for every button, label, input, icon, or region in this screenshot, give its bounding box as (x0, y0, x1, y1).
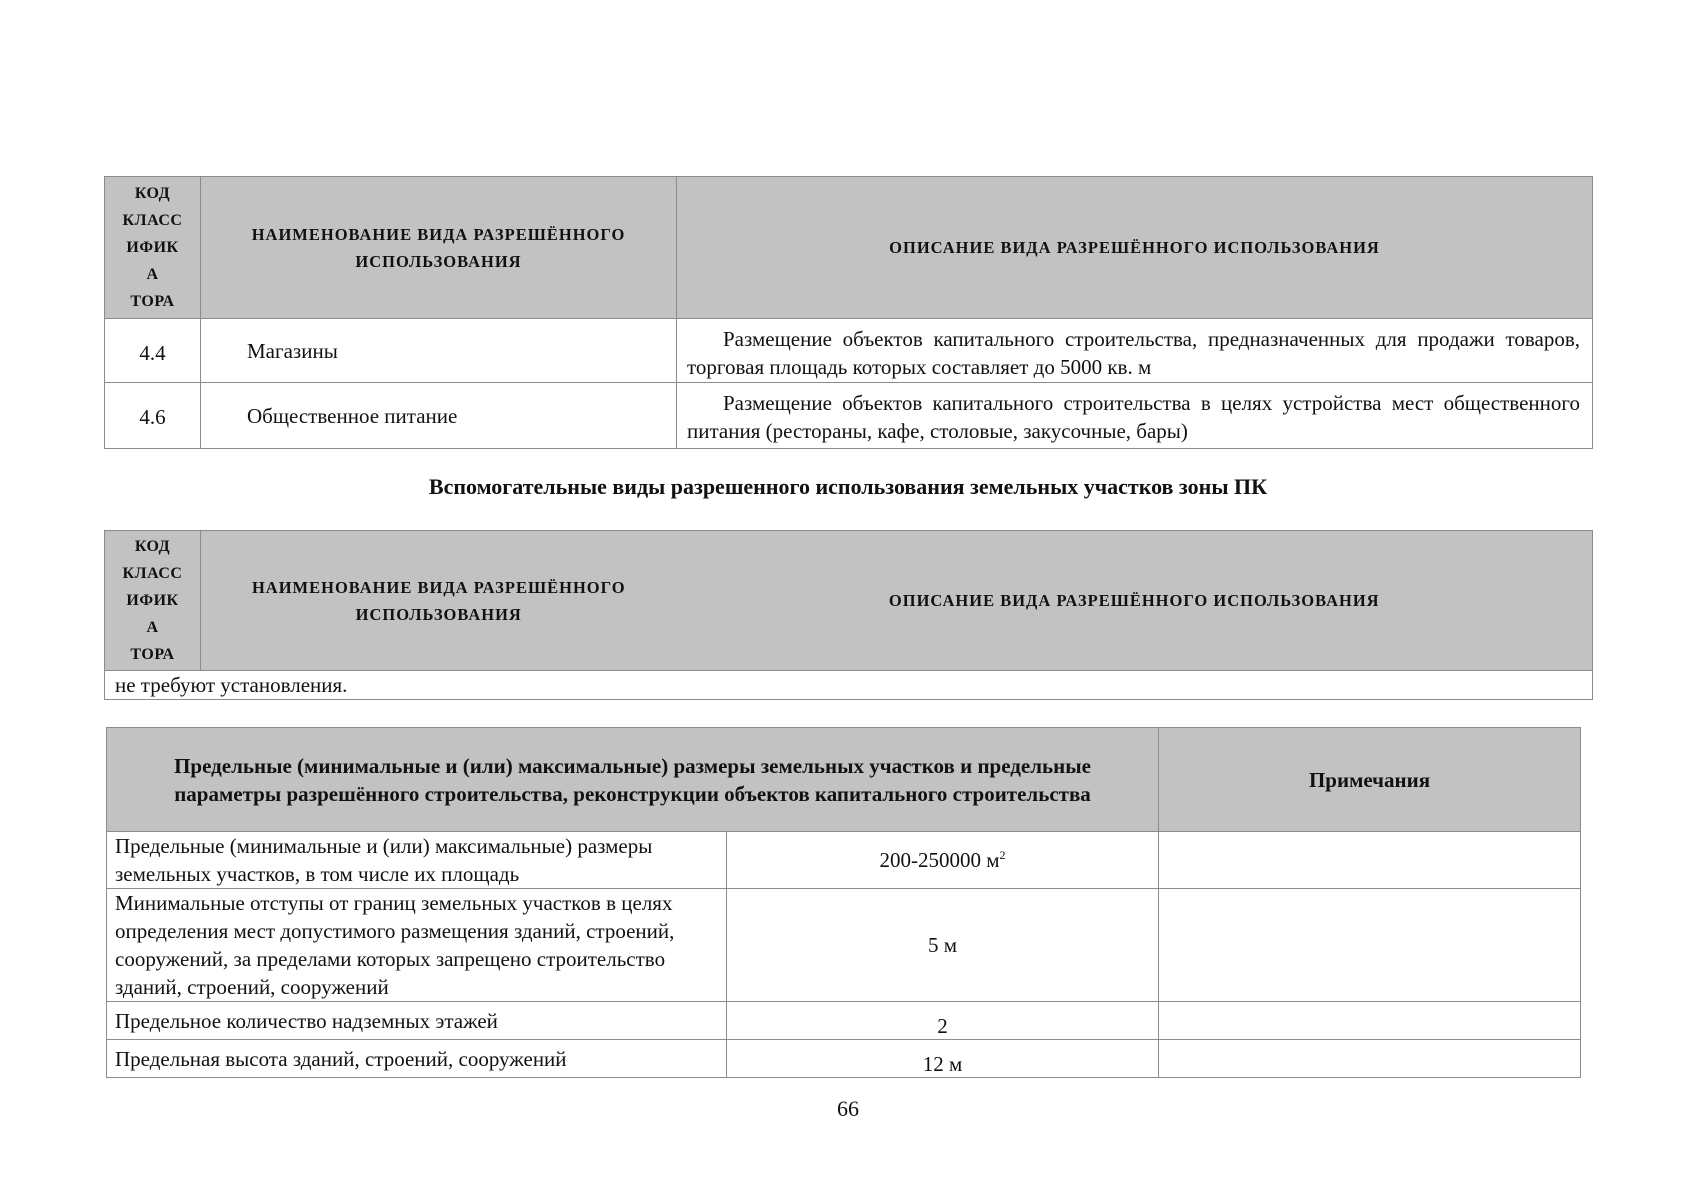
value-superscript: 2 (999, 847, 1006, 862)
table-row (105, 671, 1593, 700)
value-cell: 12 м (727, 1040, 1159, 1078)
page-number: 66 (837, 1096, 859, 1121)
header-line: ИСПОЛЬЗОВАНИЯ (355, 604, 522, 624)
value-cell (727, 832, 1159, 889)
section-heading: Вспомогательные виды разрешенного использования земельных участков зоны ПК (428, 474, 1268, 499)
note-cell (1159, 1040, 1581, 1078)
parameter-cell: Предельная высота зданий, строений, сооружений (107, 1040, 727, 1078)
header-line: ИСПОЛЬЗОВАНИЯ (355, 251, 522, 271)
table-header-row (107, 728, 1581, 832)
table-row (107, 1040, 1581, 1078)
code-column-header (105, 531, 201, 671)
header-line: ИФИК (126, 239, 179, 256)
name-column-header (201, 177, 677, 319)
parameters-column-header: Предельные (минимальные и (или) максимальные) размеры земельных участков и предельные параметры разрешённого строительства, реконструкции объектов капитального строительства (107, 728, 1159, 832)
header-line: А (146, 619, 159, 636)
description-cell: Размещение объектов капитального строительства, предназначенных для продажи товаров, торговая площадь которых составляет до 5000 кв. м (677, 319, 1593, 383)
code-column-header (105, 177, 201, 319)
table-header-row (105, 531, 1593, 671)
note-cell: не требуют установления. (105, 671, 1593, 700)
table-header-row (105, 177, 1593, 319)
table-row (105, 319, 1593, 383)
note-cell (1159, 832, 1581, 889)
header-line: КЛАСС (122, 565, 183, 582)
table-row (107, 889, 1581, 1002)
parameter-cell: Минимальные отступы от границ земельных участков в целях определения мест допустимого размещения зданий, строений, сооружений, за пределами которых запрещено строительство зданий, строений, сооружений (107, 889, 727, 1002)
table-row (107, 1002, 1581, 1040)
header-line: НАИМЕНОВАНИЕ ВИДА РАЗРЕШЁННОГО (251, 224, 626, 244)
header-line: КОД (134, 185, 171, 202)
name-column-header (201, 531, 677, 671)
auxiliary-uses-table (104, 530, 1593, 700)
name-cell: Магазины (201, 319, 677, 383)
note-cell (1159, 889, 1581, 1002)
main-uses-table (104, 176, 1593, 449)
value-cell: 2 (727, 1002, 1159, 1040)
description-cell: Размещение объектов капитального строительства в целях устройства мест общественного питания (рестораны, кафе, столовые, закусочные, бары) (677, 383, 1593, 449)
notes-column-header: Примечания (1159, 728, 1581, 832)
header-line: А (146, 266, 159, 283)
parameter-cell: Предельное количество надземных этажей (107, 1002, 727, 1040)
header-line: НАИМЕНОВАНИЕ ВИДА РАЗРЕШЁННОГО (251, 577, 626, 597)
header-line: ТОРА (130, 646, 175, 663)
code-cell: 4.6 (105, 383, 201, 449)
note-cell (1159, 1002, 1581, 1040)
name-cell: Общественное питание (201, 383, 677, 449)
value-cell: 5 м (727, 889, 1159, 1002)
header-line: ТОРА (130, 293, 175, 310)
header-line: КОД (134, 538, 171, 555)
header-line: КЛАСС (122, 212, 183, 229)
parameters-table (106, 727, 1581, 1078)
parameter-cell: Предельные (минимальные и (или) максимальные) размеры земельных участков, в том числе их площадь (107, 832, 727, 889)
table-row (107, 832, 1581, 889)
value-text: 200-250000 м (879, 847, 1000, 872)
description-column-header: ОПИСАНИЕ ВИДА РАЗРЕШЁННОГО ИСПОЛЬЗОВАНИЯ (677, 177, 1593, 319)
table-row (105, 383, 1593, 449)
description-column-header: ОПИСАНИЕ ВИДА РАЗРЕШЁННОГО ИСПОЛЬЗОВАНИЯ (677, 531, 1593, 671)
header-line: ИФИК (126, 592, 179, 609)
code-cell: 4.4 (105, 319, 201, 383)
